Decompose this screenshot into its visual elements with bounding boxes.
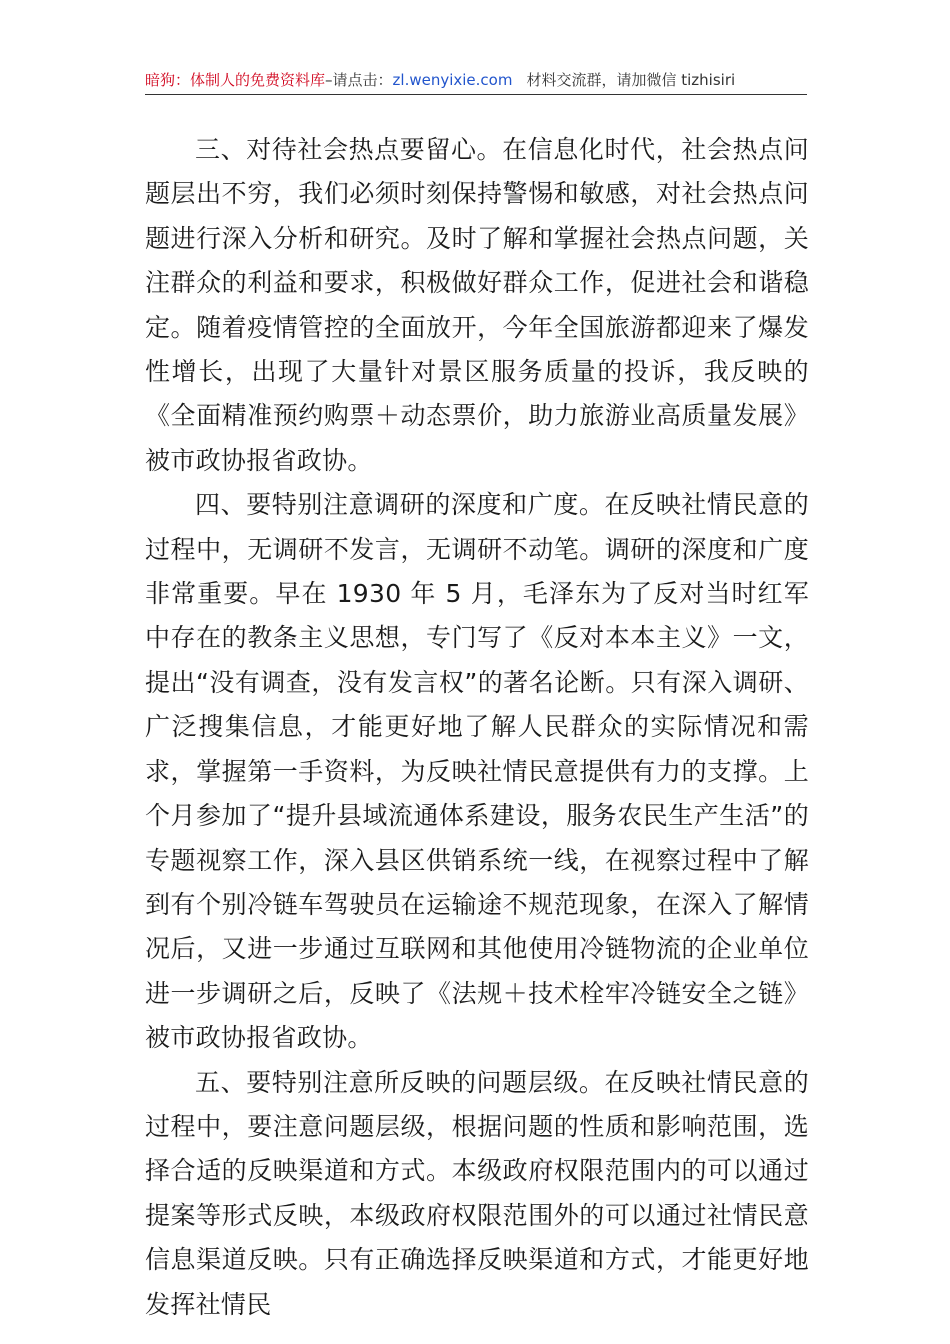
document-body (145, 128, 809, 1327)
page-header (145, 66, 807, 95)
header-link[interactable]: zl.wenyixie.com (392, 71, 513, 89)
paragraph-3: 三、对待社会热点要留心。在信息化时代，社会热点问题层出不穷，我们必须时刻保持警惕和敏感，对社会热点问题进行深入分析和研究。及时了解和掌握社会热点问题，关注群众的利益和要求，积极做好群众工作，促进社会和谐稳定。随着疫情管控的全面放开，今年全国旅游都迎来了爆发性增长，出现了大量针对景区服务质量的投诉，我反映的《全面精准预约购票＋动态票价，助力旅游业高质量发展》被市政协报省政协。 (145, 135, 809, 475)
header-contact: 材料交流群，请加微信 tizhisiri (526, 71, 736, 89)
header-brand: 暗狗：体制人的免费资料库 (145, 71, 326, 89)
paragraph-4: 四、要特别注意调研的深度和广度。在反映社情民意的过程中，无调研不发言，无调研不动笔。调研的深度和广度非常重要。早在 1930 年 5 月，毛泽东为了反对当时红军中存在的教条主义思想，专门写了《反对本本主义》一文，提出“没有调查，没有发言权”的著名论断。只有深入调研、广泛搜集信息，才能更好地了解人民群众的实际情况和需求，掌握第一手资料，为反映社情民意提供有力的支撑。上个月参加了“提升县域流通体系建设，服务农民生产生活”的专题视察工作，深入县区供销系统一线，在视察过程中了解到有个别冷链车驾驶员在运输途不规范现象，在深入了解情况后，又进一步通过互联网和其他使用冷链物流的企业单位进一步调研之后，反映了《法规＋技术栓牢冷链安全之链》被市政协报省政协。 (145, 490, 809, 1053)
paragraph-5: 五、要特别注意所反映的问题层级。在反映社情民意的过程中，要注意问题层级，根据问题的性质和影响范围，选择合适的反映渠道和方式。本级政府权限范围内的可以通过提案等形式反映，本级政府权限范围外的可以通过社情民意信息渠道反映。只有正确选择反映渠道和方式，才能更好地发挥社情民 (145, 1067, 809, 1319)
header-prompt: –请点击： (325, 71, 393, 89)
